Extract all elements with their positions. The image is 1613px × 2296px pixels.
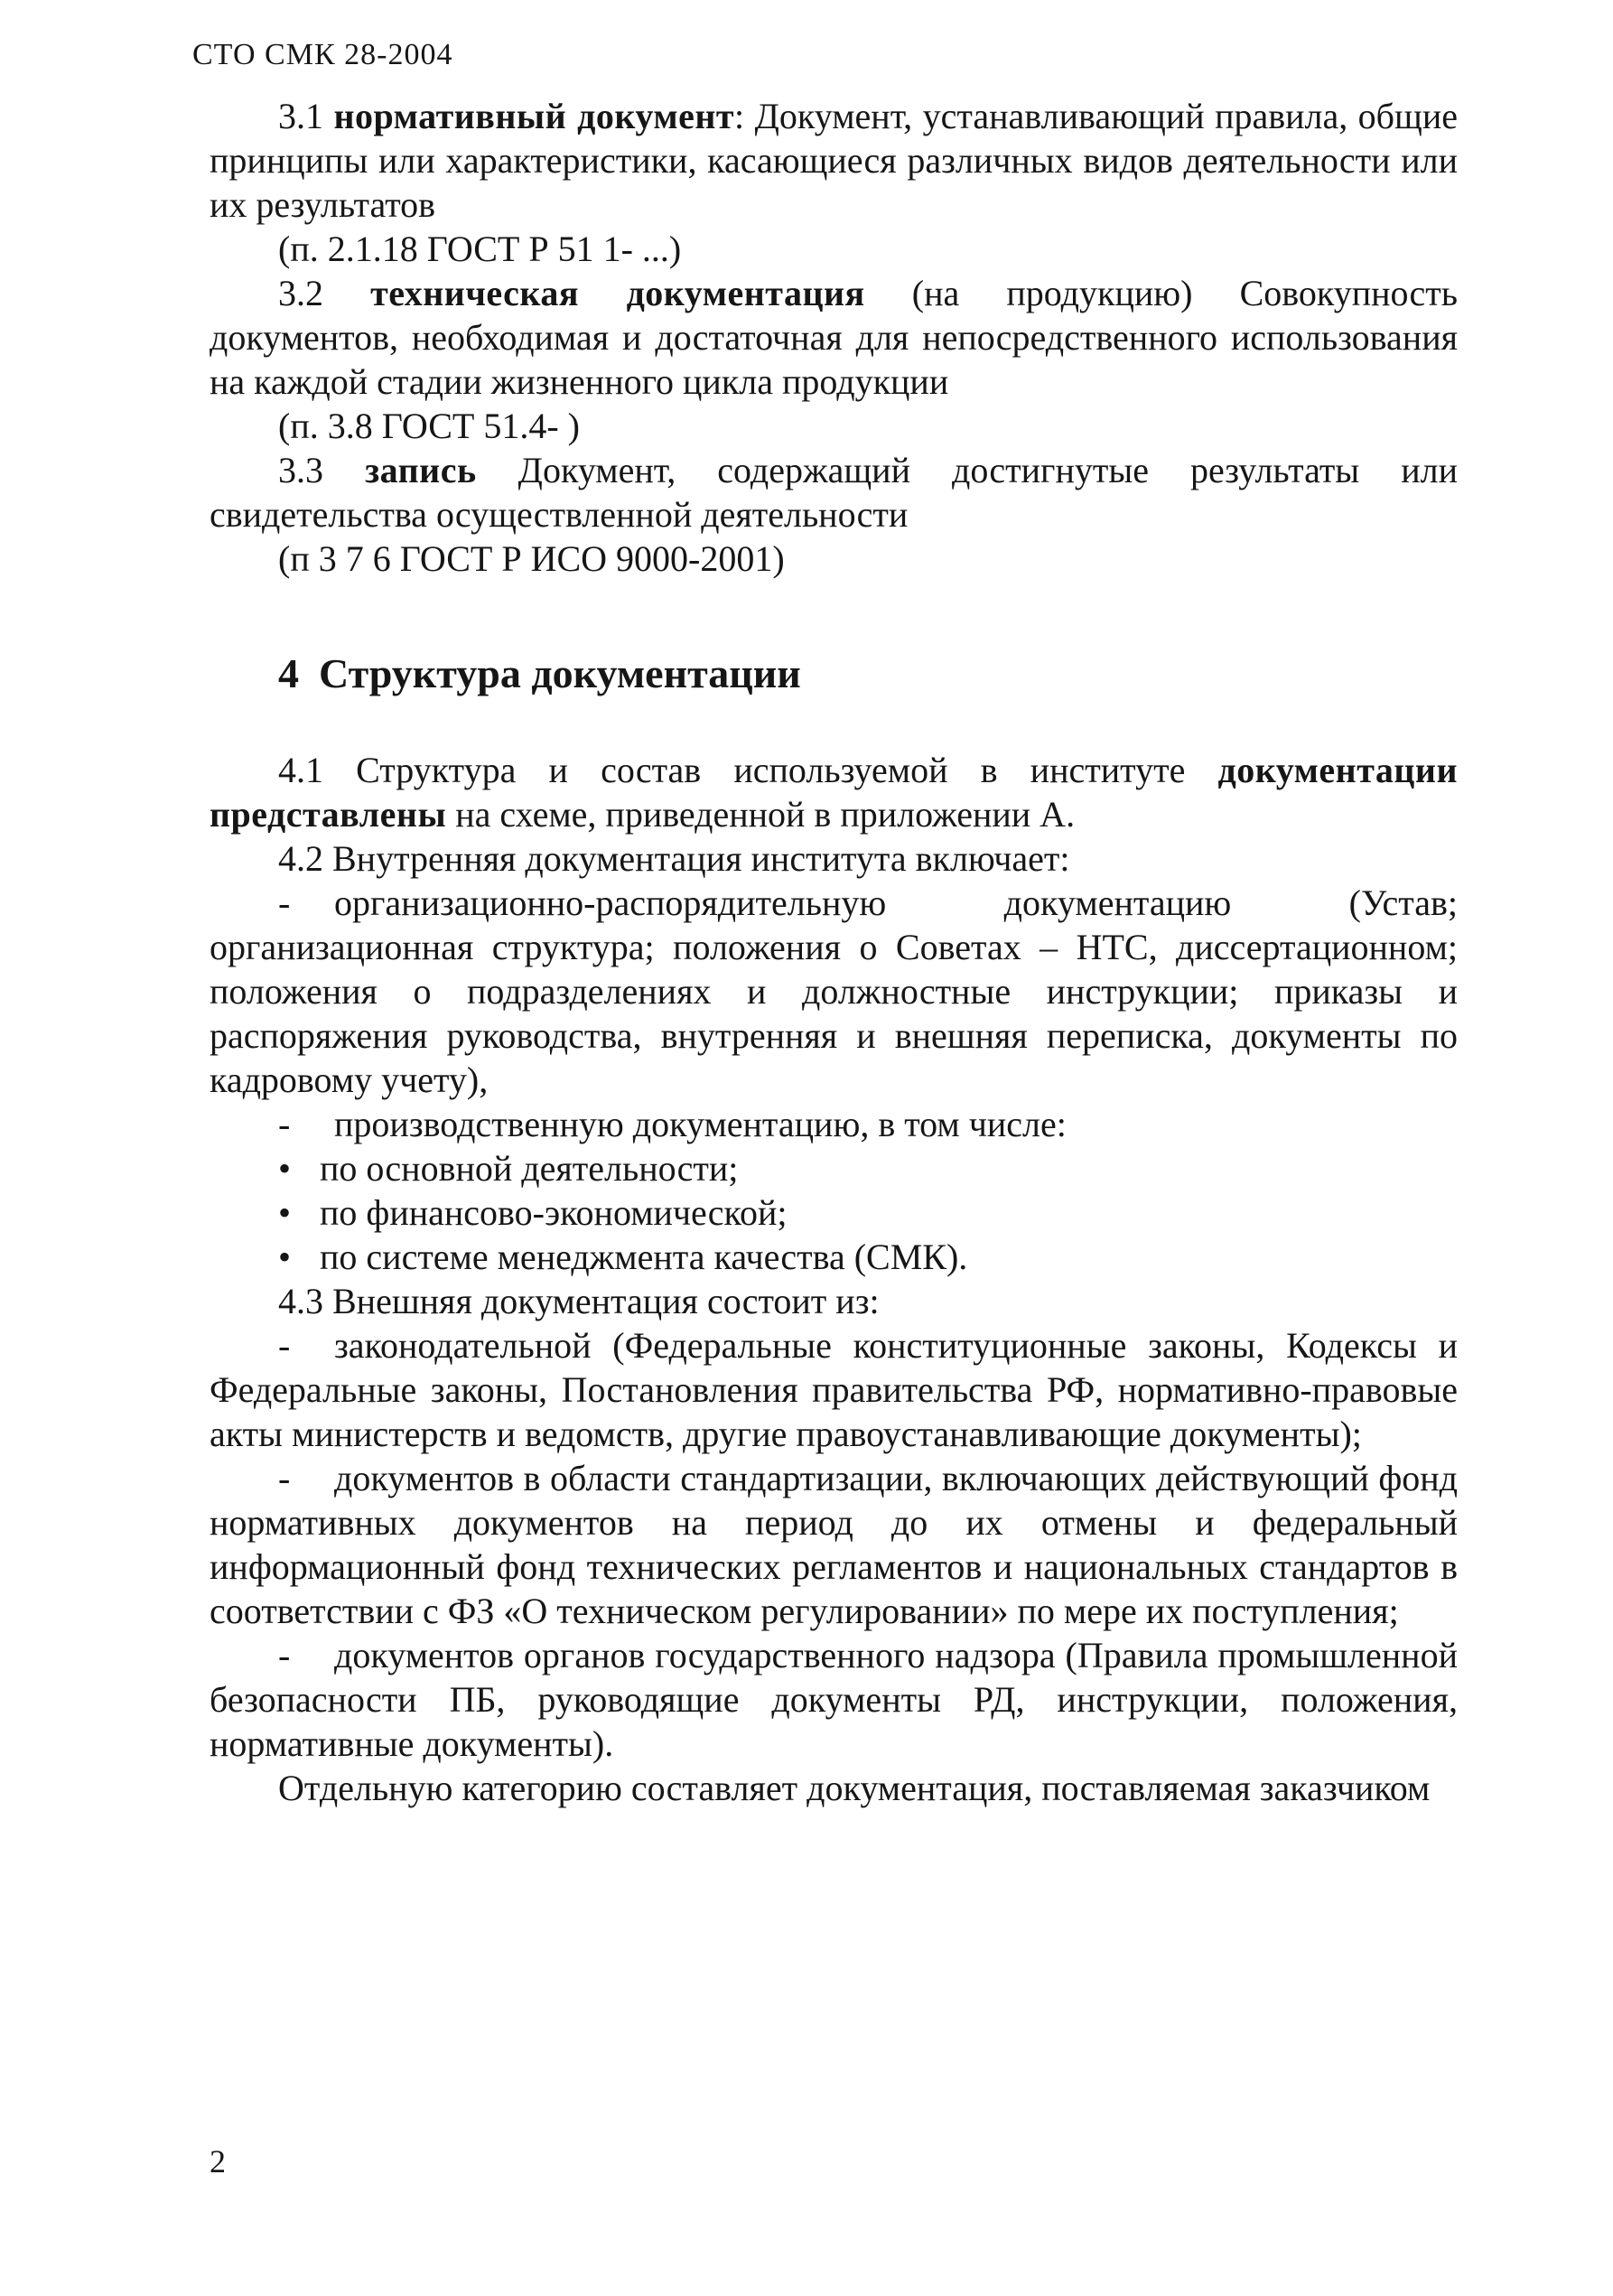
list-item: - документов органов государственного надзора (Правила промышленной безопасности ПБ, руководящие документы РД, инструкции, положения, нормативные документы). [210, 1635, 1458, 1764]
definition-3-2 [210, 271, 1458, 448]
paragraph-4-2: 4.2 Внутренняя документация института включает: [278, 838, 1070, 879]
definition-reference: (п. 2.1.18 ГОСТ Р 51 1- ...) [278, 229, 682, 269]
definition-number: 3.3 [278, 450, 323, 490]
definition-text: (на продукцию) Совокупность документов, необходимая и достаточная для непосредственного использования на каждой стадии жизненного цикла продукции [210, 273, 1459, 402]
dash-marker: - [278, 882, 291, 923]
bullet-marker: • [278, 1237, 292, 1277]
definition-term: нормативный документ [333, 96, 735, 136]
page-number: 2 [210, 2143, 226, 2179]
paragraph-4-1: 4.1 Структура и состав используемой в институте документации представлены на схеме, приведенной в приложении А. [210, 750, 1458, 835]
definition-term: запись [365, 450, 477, 490]
definition-3-1 [210, 94, 1458, 271]
definition-reference: (п. 3.8 ГОСТ 51.4- ) [278, 406, 580, 446]
definition-number: 3.1 [278, 96, 323, 136]
bullet-marker: • [278, 1192, 292, 1233]
dash-marker: - [278, 1635, 291, 1675]
bullet-item: • по системе менеджмента качества (СМК). [278, 1237, 968, 1277]
bullet-item: • по основной деятельности; [278, 1148, 739, 1189]
bullet-marker: • [278, 1148, 292, 1189]
list-item: - производственную документацию, в том числе: [278, 1104, 1067, 1144]
definition-term: техническая документация [370, 273, 865, 313]
definition-text: : Документ, устанавливающий правила, общие принципы или характеристики, касающиеся различных видов деятельности или их результатов [210, 96, 1458, 225]
dash-marker: - [278, 1458, 291, 1498]
bullet-item: • по финансово-экономической; [278, 1192, 788, 1233]
list-item: - документов в области стандартизации, включающих действующий фонд нормативных документов на период до их отмены и федеральный информационный фонд технических регламентов и национальных стандартов в соответствии с ФЗ «О техническом регулировании» по мере их поступления; [210, 1458, 1458, 1631]
section-number: 4 [278, 650, 299, 696]
dash-marker: - [278, 1325, 291, 1366]
section-heading [278, 651, 1458, 695]
definition-3-3 [210, 448, 1458, 581]
definition-number: 3.2 [278, 273, 323, 313]
section-title: Структура документации [319, 650, 801, 696]
paragraph-4-3: 4.3 Внешняя документация состоит из: [278, 1281, 880, 1321]
list-item: - законодательной (Федеральные конституционные законы, Кодексы и Федеральные законы, Постановления правительства РФ, нормативно-правовые акты министерств и ведомств, другие правоустанавливающие документы); [210, 1325, 1458, 1454]
definition-text: Документ, содержащий достигнутые результаты или свидетельства осуществленной деятельности [210, 450, 1459, 535]
document-header: СТО СМК 28-2004 [192, 38, 453, 71]
page-body [210, 94, 1458, 1810]
list-item: - организационно-распорядительную документацию (Устав; организационная структура; положения о Советах – НТС, диссертационном; положения о подразделениях и должностные инструкции; приказы и распоряжения руководства, внутренняя и внешняя переписка, документы по кадровому учету), [210, 882, 1458, 1100]
dash-marker: - [278, 1104, 291, 1144]
definition-reference: (п 3 7 6 ГОСТ Р ИСО 9000-2001) [278, 538, 785, 579]
closing-paragraph: Отдельную категорию составляет документация, поставляемая заказчиком [278, 1768, 1431, 1808]
